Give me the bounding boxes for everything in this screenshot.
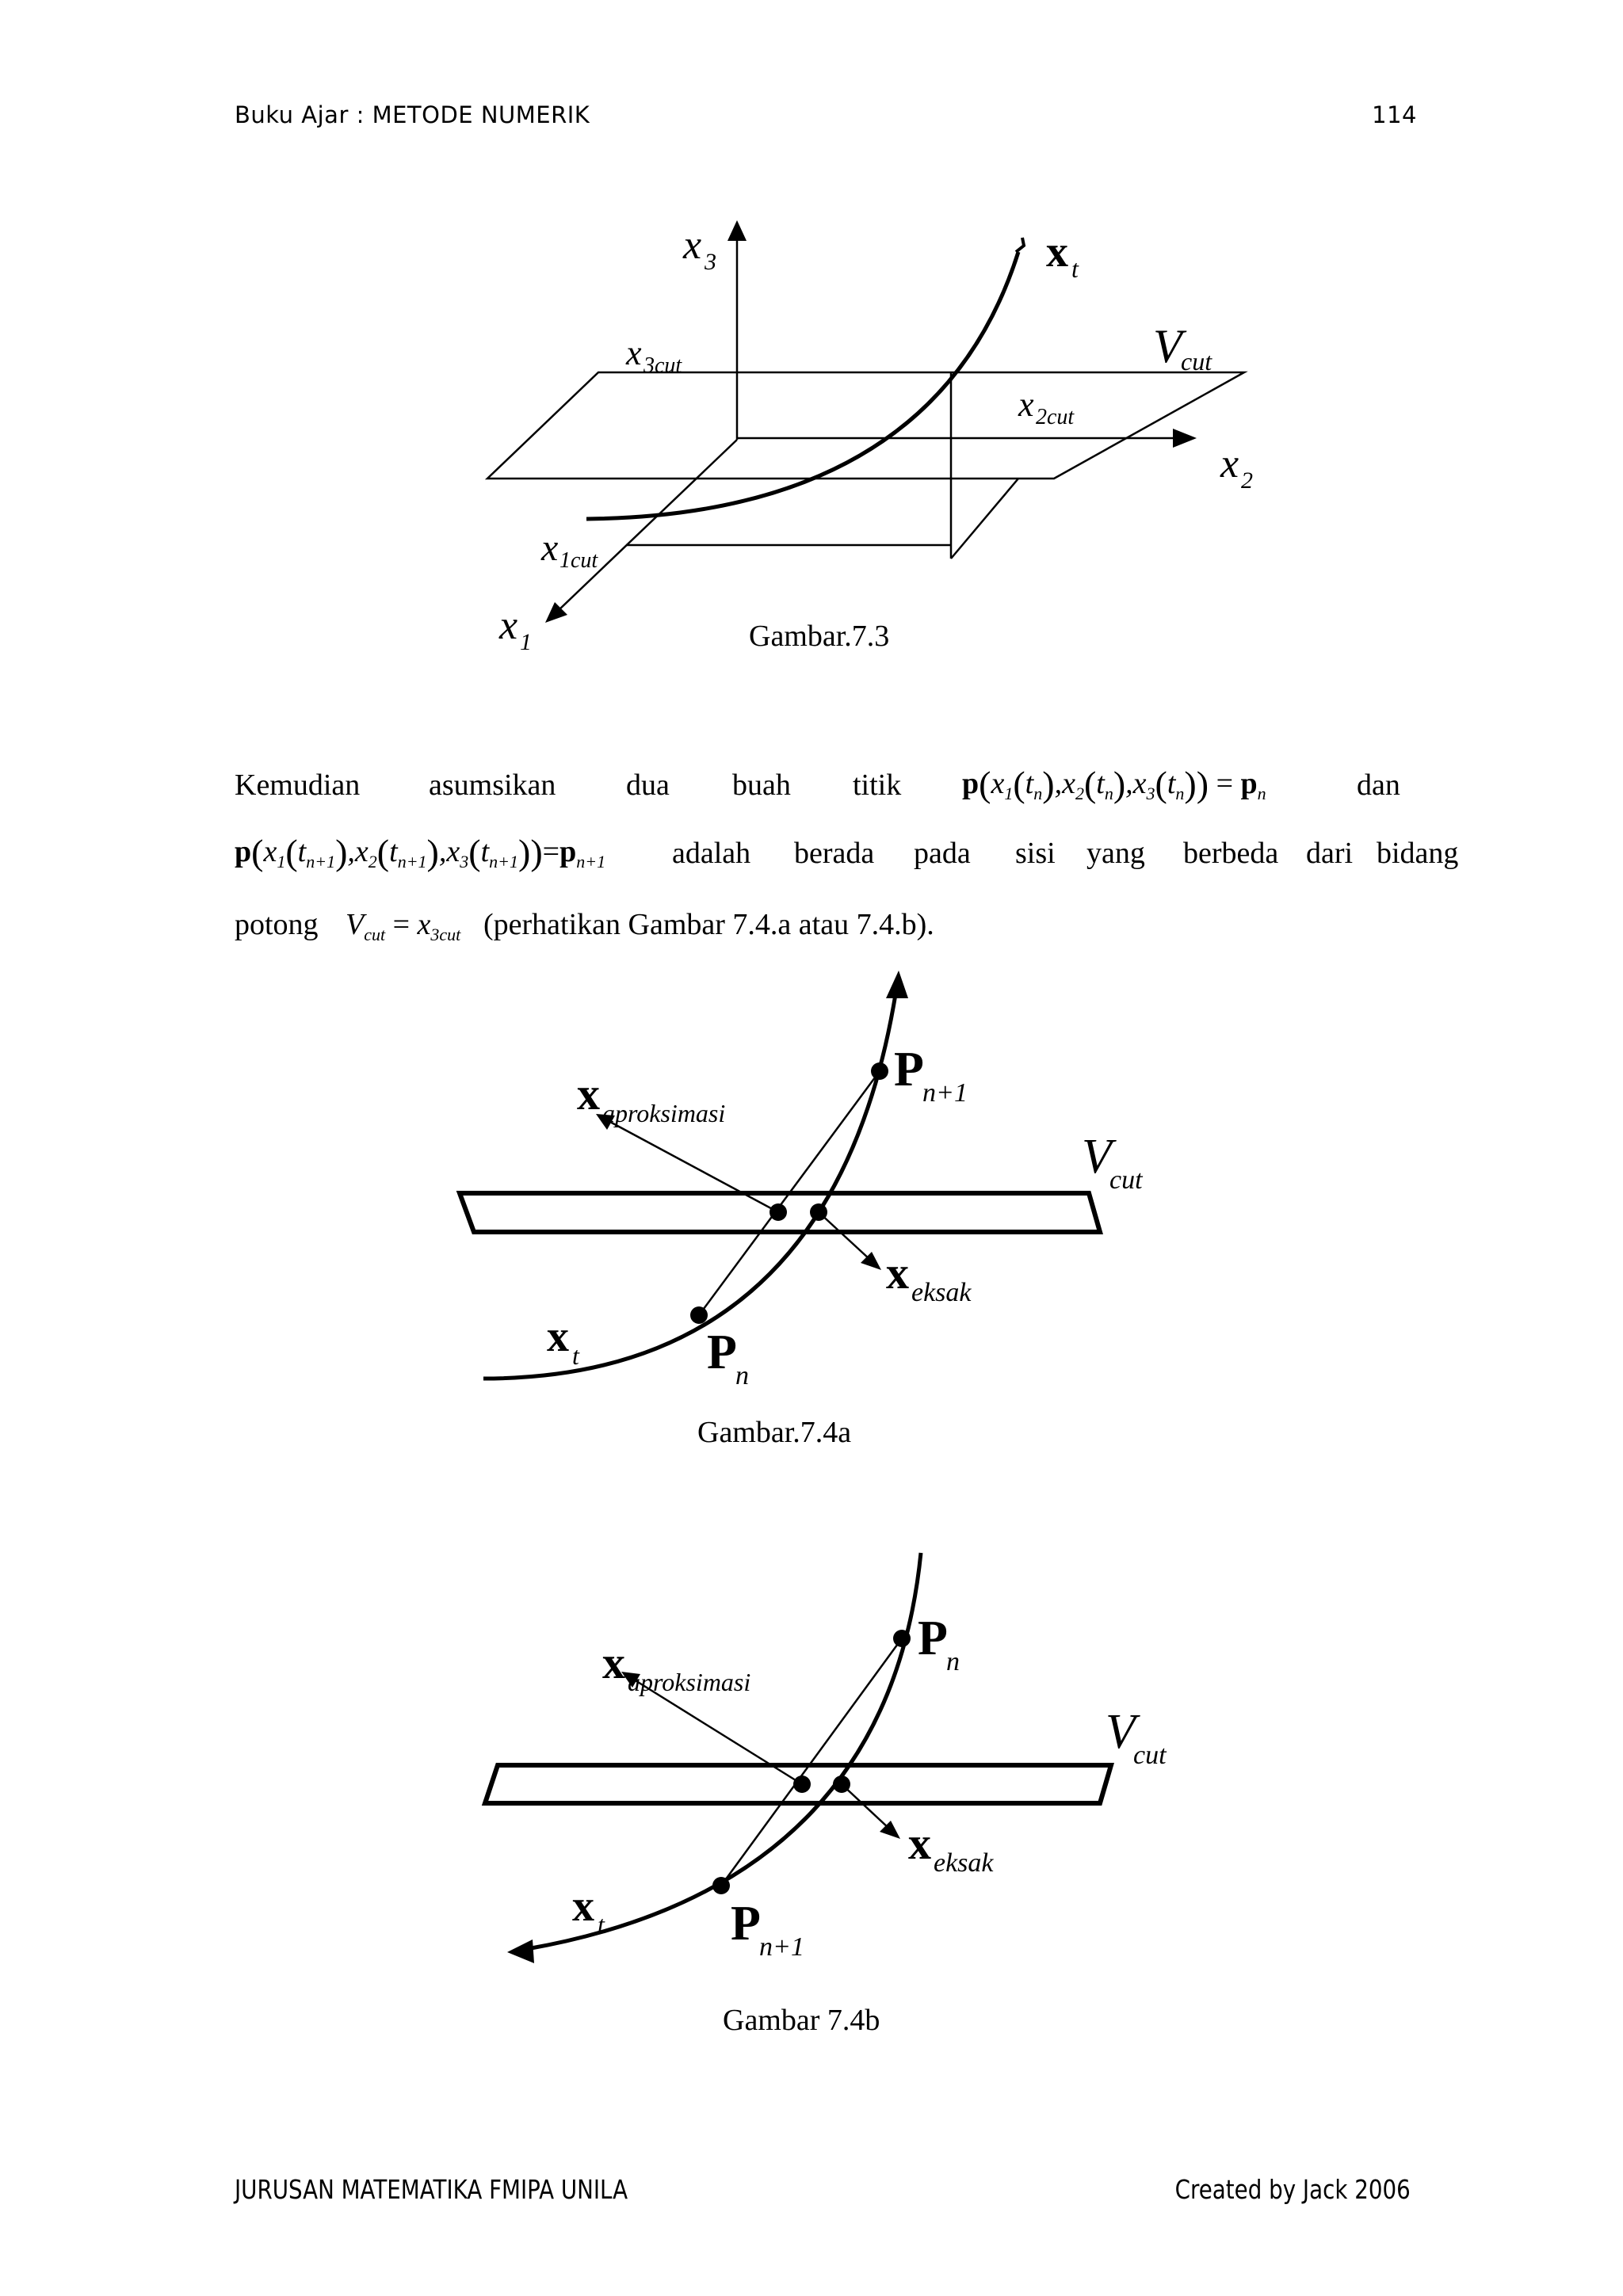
x-aproksimasi-sub: aproksimasi (602, 1099, 726, 1127)
xt-label-sub: t (1071, 254, 1079, 283)
word: pada (914, 837, 971, 870)
arrow-eksak (819, 1212, 870, 1260)
x2-label-sub: 2 (1241, 467, 1253, 494)
trajectory-curve (483, 994, 896, 1379)
point-p-n (690, 1306, 708, 1324)
arrow-eksak (842, 1784, 889, 1829)
word: dari (1306, 837, 1354, 870)
figure-7-4a (0, 967, 1623, 1482)
xt-sub: t (572, 1341, 579, 1370)
word: sisi (1015, 837, 1056, 870)
x1cut-label: x (541, 527, 559, 569)
x-eksak-sub: eksak (911, 1278, 972, 1307)
word: buah (732, 769, 791, 802)
xt-sub: t (598, 1910, 605, 1939)
figure-7-3-caption: Gambar.7.3 (749, 620, 890, 653)
vcut-sub: cut (1133, 1741, 1167, 1770)
word: Kemudian (235, 769, 361, 802)
x-aproksimasi-sub: aproksimasi (628, 1668, 751, 1696)
word: berada (794, 837, 875, 870)
x1cut-label-sub: 1cut (559, 548, 598, 573)
x-eksak-label: x (886, 1247, 909, 1299)
x-aproksimasi-label: x (602, 1637, 625, 1688)
formula-p-n: $p(x_1(t_n),x_2(t_n),x_3(t_n)) = p_n$ (962, 764, 1266, 804)
x2cut-label: x (1018, 385, 1034, 424)
arrow-aproksimasi (609, 1121, 778, 1212)
x3cut-label-sub: 3cut (643, 353, 682, 378)
x1-axis (559, 440, 737, 610)
word: yang (1086, 837, 1145, 870)
p-n-label: P (918, 1611, 948, 1665)
x1-label: x (499, 603, 518, 648)
word: bidang (1377, 837, 1459, 870)
point-p-n (893, 1630, 911, 1647)
formula-vcut: $V_{cut} = x_{3cut}$ (346, 908, 461, 944)
figure-7-4a-caption: Gambar.7.4a (697, 1416, 852, 1449)
x2-label: x (1220, 441, 1239, 486)
x3-label-sub: 3 (705, 249, 716, 275)
p-n1-sub: n+1 (922, 1078, 968, 1108)
running-header-title: Buku Ajar : METODE NUMERIK (235, 101, 590, 128)
word: adalah (672, 837, 751, 870)
trajectory-arrowhead (886, 971, 908, 998)
x-eksak-sub: eksak (934, 1848, 994, 1878)
p-n1-label: P (894, 1043, 924, 1097)
x-eksak-label: x (908, 1817, 931, 1869)
word: titik (853, 769, 902, 802)
paragraph-text: (perhatikan Gambar 7.4.a atau 7.4.b). (483, 908, 934, 941)
vcut-label: V (1153, 320, 1182, 372)
p-n-sub: n (735, 1361, 749, 1390)
word: potong (235, 908, 319, 941)
p-n-sub: n (946, 1647, 960, 1676)
point-p-n1 (871, 1062, 888, 1080)
footer-department: JURUSAN MATEMATIKA FMIPA UNILA (235, 2174, 628, 2205)
p-n1-label: P (731, 1897, 761, 1951)
page-number: 114 (1372, 101, 1417, 128)
trajectory-arrowhead (507, 1939, 534, 1963)
x3cut-label: x (626, 334, 642, 372)
word: dan (1357, 769, 1400, 802)
p-n-label: P (707, 1325, 737, 1379)
word: berbeda (1183, 837, 1279, 870)
vcut-label: V (1082, 1130, 1112, 1184)
x3-axis-arrowhead (727, 220, 747, 241)
x-aproksimasi-label: x (577, 1068, 600, 1119)
vcut-label-sub: cut (1181, 347, 1212, 376)
point-p-n1 (712, 1877, 730, 1894)
p-n1-sub: n+1 (759, 1932, 804, 1962)
footer-credit: Created by Jack 2006 (1174, 2174, 1411, 2205)
x1-label-sub: 1 (520, 629, 532, 655)
formula-p-n1: $p(x_1(t_{n+1}),x_2(t_{n+1}),x_3(t_{n+1}))=p_{n+1}$ (235, 832, 606, 872)
word: dua (626, 769, 670, 802)
figure-7-4b (0, 1537, 1623, 2052)
projection-diagonal (951, 479, 1018, 559)
vcut-sub: cut (1109, 1165, 1143, 1195)
word: asumsikan (429, 769, 556, 802)
xt-label: x (1046, 227, 1068, 277)
figure-7-3 (0, 0, 1623, 713)
x2-axis-arrowhead (1173, 429, 1197, 448)
figure-7-4b-caption: Gambar 7.4b (723, 2004, 880, 2037)
x3-label: x (683, 223, 702, 268)
vcut-label: V (1106, 1705, 1136, 1759)
xt-label: x (572, 1882, 594, 1931)
xt-label: x (547, 1312, 569, 1361)
x2cut-label-sub: 2cut (1036, 405, 1075, 429)
cutting-plane (487, 372, 1244, 479)
